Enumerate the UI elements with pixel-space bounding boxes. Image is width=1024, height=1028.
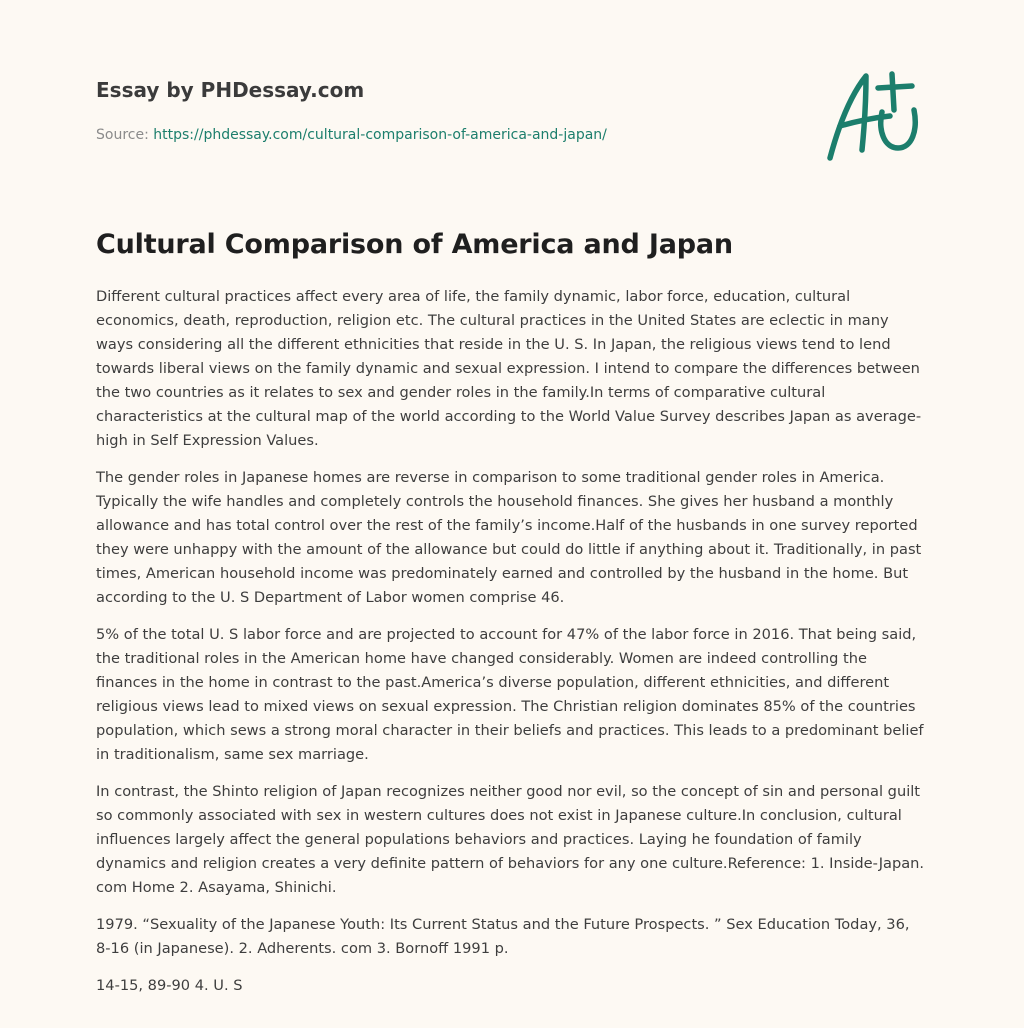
essay-paragraph: In contrast, the Shinto religion of Japan recognizes neither good nor evil, so the concept of sin and personal guilt so commonly associated with sex in western cultures does not exist in Japanese culture.In conclusion, cultural influences largely affect the general populations behaviors and practices. Laying he foundation of family dynamics and religion creates a very definite pattern of behaviors for any one culture.Reference: 1. Inside-Japan. com Home 2. Asayama, Shinichi. <box>96 783 925 896</box>
source-link[interactable]: https://phdessay.com/cultural-comparison-of-america-and-japan/ <box>153 127 607 143</box>
essay-paragraph: The gender roles in Japanese homes are reverse in comparison to some traditional gender roles in America. Typically the wife handles and completely controls the household finances. She gives her husband a monthly allowance and has total control over the rest of the family’s income.Half of the husbands in one survey reported they were unhappy with the amount of the allowance but could do little if anything about it. Traditionally, in past times, American household income was predominately earned and controlled by the husband in the home. But according to the U. S Department of Labor women comprise 46. <box>96 469 922 606</box>
essay-paragraph: 5% of the total U. S labor force and are projected to account for 47% of the labor force in 2016. That being said, the traditional roles in the American home have changed considerably. Women are indeed controlling the finances in the home in contrast to the past.America’s diverse population, different ethnicities, and different religious views lead to mixed views on sexual expression. The Christian religion dominates 85% of the countries population, which sews a strong moral character in their beliefs and practices. This leads to a predominant belief in traditionalism, same sex marriage. <box>96 626 924 763</box>
essay-body <box>96 285 928 1011</box>
source-line <box>96 125 796 145</box>
essay-paragraph: 1979. “Sexuality of the Japanese Youth: Its Current Status and the Future Prospects. ” Sex Education Today, 36, 8-16 (in Japanese). 2. Adherents. com 3. Bornoff 1991 p. <box>96 916 910 957</box>
source-label: Source: <box>96 127 154 143</box>
essay-paragraph: Different cultural practices affect every area of life, the family dynamic, labor force, education, cultural economics, death, reproduction, religion etc. The cultural practices in the United States are eclectic in many ways considering all the different ethnicities that reside in the U. S. In Japan, the religious views tend to lend towards liberal views on the family dynamic and sexual expression. I intend to compare the differences between the two countries as it relates to sex and gender roles in the family.In terms of comparative cultural characteristics at the cultural map of the world according to the World Value Survey describes Japan as average-high in Self Expression Values. <box>96 288 922 449</box>
site-title: Essay by PHDessay.com <box>96 78 365 102</box>
page-header <box>96 76 796 145</box>
a-plus-logo-icon <box>820 66 930 166</box>
essay-title: Cultural Comparison of America and Japan <box>96 229 733 260</box>
essay-paragraph: 14-15, 89-90 4. U. S <box>96 977 243 994</box>
